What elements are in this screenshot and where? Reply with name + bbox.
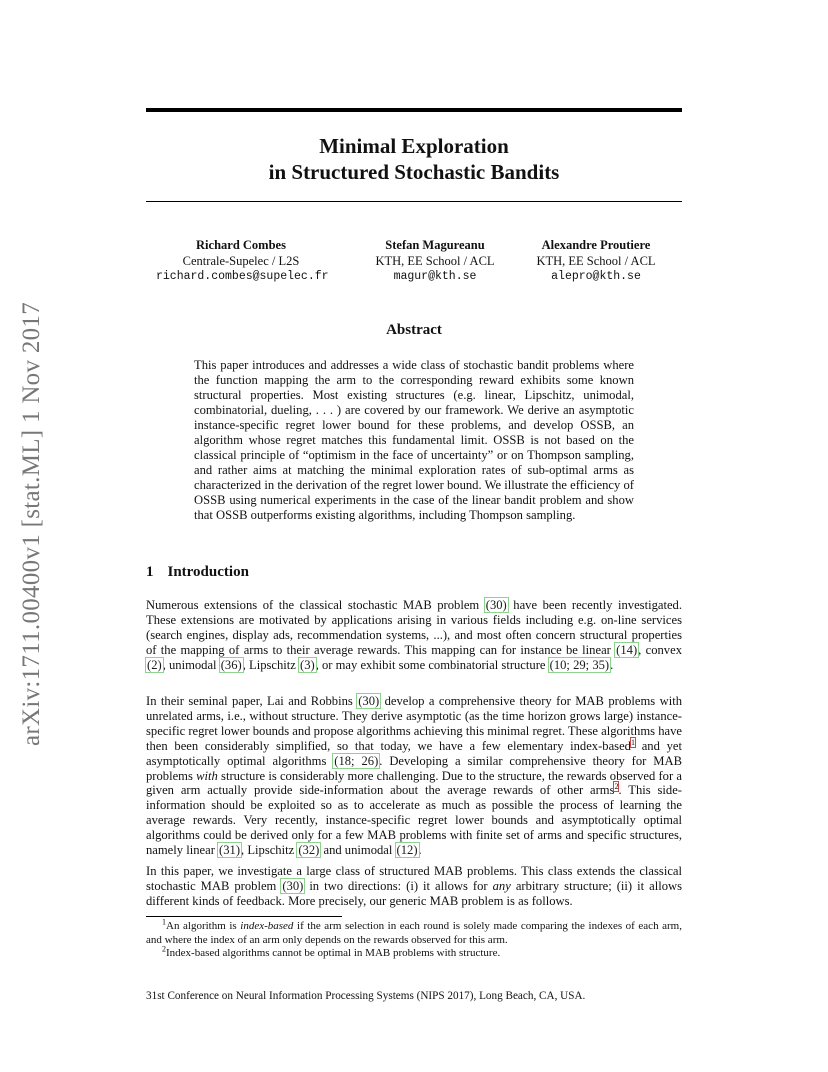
author-2 (370, 238, 500, 285)
author-affiliation: Centrale-Supelec / L2S (182, 253, 300, 268)
citation-link[interactable]: (30) (358, 694, 380, 708)
footnote-2: $^2$Index-based algorithms cannot be optimal in MAB problems with structure. (162, 944, 501, 960)
citation-link[interactable]: (36) (220, 657, 242, 672)
citation-link[interactable]: (12) (396, 843, 418, 858)
citation-link[interactable]: (30) (485, 598, 507, 612)
author-affiliation: KTH, EE School / ACL (375, 253, 495, 268)
author-affiliation: KTH, EE School / ACL (536, 253, 656, 268)
arxiv-stamp: arXiv:1711.00400v1 [stat.ML] 1 Nov 2017 (18, 301, 45, 747)
author-email[interactable]: magur@kth.se (393, 270, 477, 283)
title-top-rule (146, 108, 682, 112)
section-number: 1 (146, 564, 154, 580)
abstract-heading: Abstract (386, 322, 442, 338)
citation-link[interactable]: (32) (298, 843, 320, 858)
author-name: Richard Combes (196, 238, 286, 252)
author-name: Stefan Magureanu (385, 238, 485, 252)
author-name: Alexandre Proutiere (541, 238, 651, 252)
author-3 (528, 238, 664, 285)
footnote-ref-2[interactable]: 2 (614, 782, 619, 792)
intro-paragraph-2: In their seminal paper, Lai and Robbins (30) develop a comprehensive theory for MAB problems with unrelated arms, i.e., without structure. They derive asymptotic (as the time horizon grows large) instance-specific regret lower bounds and propose algorithms achieving this minimal regret. These algorithms have then been considerably simplified, so that today, we have a few elementary index-based$^1$ and yet asymptotically optimal algorithms (18; 26). Developing a similar comprehensive theory for MAB problems with structure is considerably more challenging. Due to the structure, the rewards observed for a given arm actually provide side-information about the average rewards of other arms$^2$. This side-information should be exploited so as to accelerate as much as possible the process of learning the average rewards. Very recently, instance-specific regret lower bounds and asymptotically optimal algorithms could be derived only for a few MAB problems with finite set of arms and specific structures, namely linear (31), Lipschitz (32) and unimodal (12). (146, 694, 682, 858)
intro-paragraph-1: Numerous extensions of the classical stochastic MAB problem (30) have been recently investigated. These extensions are motivated by applications arising in various fields including e.g. on-line services (search engines, display ads, recommendation systems, ...), and most often concern structural properties of the mapping of arms to their average rewards. This mapping can for instance be linear (14), convex (2), unimodal (36), Lipschitz (3), or may exhibit some combinatorial structure (10; 29; 35). (146, 598, 682, 672)
author-email[interactable]: alepro@kth.se (551, 270, 641, 283)
citation-link[interactable]: (31) (219, 843, 241, 858)
conference-footer: 31st Conference on Neural Information Processing Systems (NIPS 2017), Long Beach, CA, USA. (146, 990, 586, 1002)
author-1 (156, 238, 329, 285)
title-line-2: in Structured Stochastic Bandits (268, 160, 560, 184)
section-heading (146, 564, 249, 581)
footnote-rule (146, 916, 342, 917)
paper-title (146, 133, 682, 185)
citation-link[interactable]: (2) (147, 657, 162, 672)
footnote-1: $^1$An algorithm is index-based if the arm selection in each round is solely made comparing the indexes of each arm, and where the index of an arm only depends on the rewards observed for this arm. (146, 917, 682, 946)
section-title: Introduction (167, 564, 249, 580)
citation-link[interactable]: (18; 26) (334, 753, 379, 768)
footnotes (146, 917, 682, 961)
title-line-1: Minimal Exploration (319, 134, 509, 158)
citation-link[interactable]: (3) (300, 657, 315, 672)
abstract-body: This paper introduces and addresses a wide class of stochastic bandit problems where the function mapping the arm to the corresponding reward exhibits some known structural properties. Most existing structures (e.g. linear, Lipschitz, unimodal, combinatorial, dueling, . . . ) are covered by our framework. We derive an asymptotic instance-specific regret lower bound for these problems, and develop OSSB, an algorithm whose regret matches this fundamental limit. OSSB is not based on the classical principle of “optimism in the face of uncertainty” or on Thompson sampling, and rather aims at matching the minimal exploration rates of sub-optimal arms as characterized in the derivation of the regret lower bound. We illustrate the efficiency of OSSB using numerical experiments in the case of the linear bandit problem and show that OSSB outperforms existing algorithms, including Thompson sampling. (194, 358, 634, 522)
citation-link[interactable]: (14) (616, 642, 638, 657)
footnote-ref-1[interactable]: 1 (630, 737, 635, 747)
citation-link[interactable]: (10; 29; 35) (549, 657, 610, 672)
title-bottom-rule (146, 201, 682, 202)
citation-link[interactable]: (30) (282, 878, 304, 893)
author-email[interactable]: richard.combes@supelec.fr (156, 270, 329, 283)
intro-paragraph-3: In this paper, we investigate a large class of structured MAB problems. This class extends the classical stochastic MAB problem (30) in two directions: (i) it allows for any arbitrary structure; (ii) it allows different kinds of feedback. More precisely, our generic MAB problem is as follows. (146, 864, 682, 908)
